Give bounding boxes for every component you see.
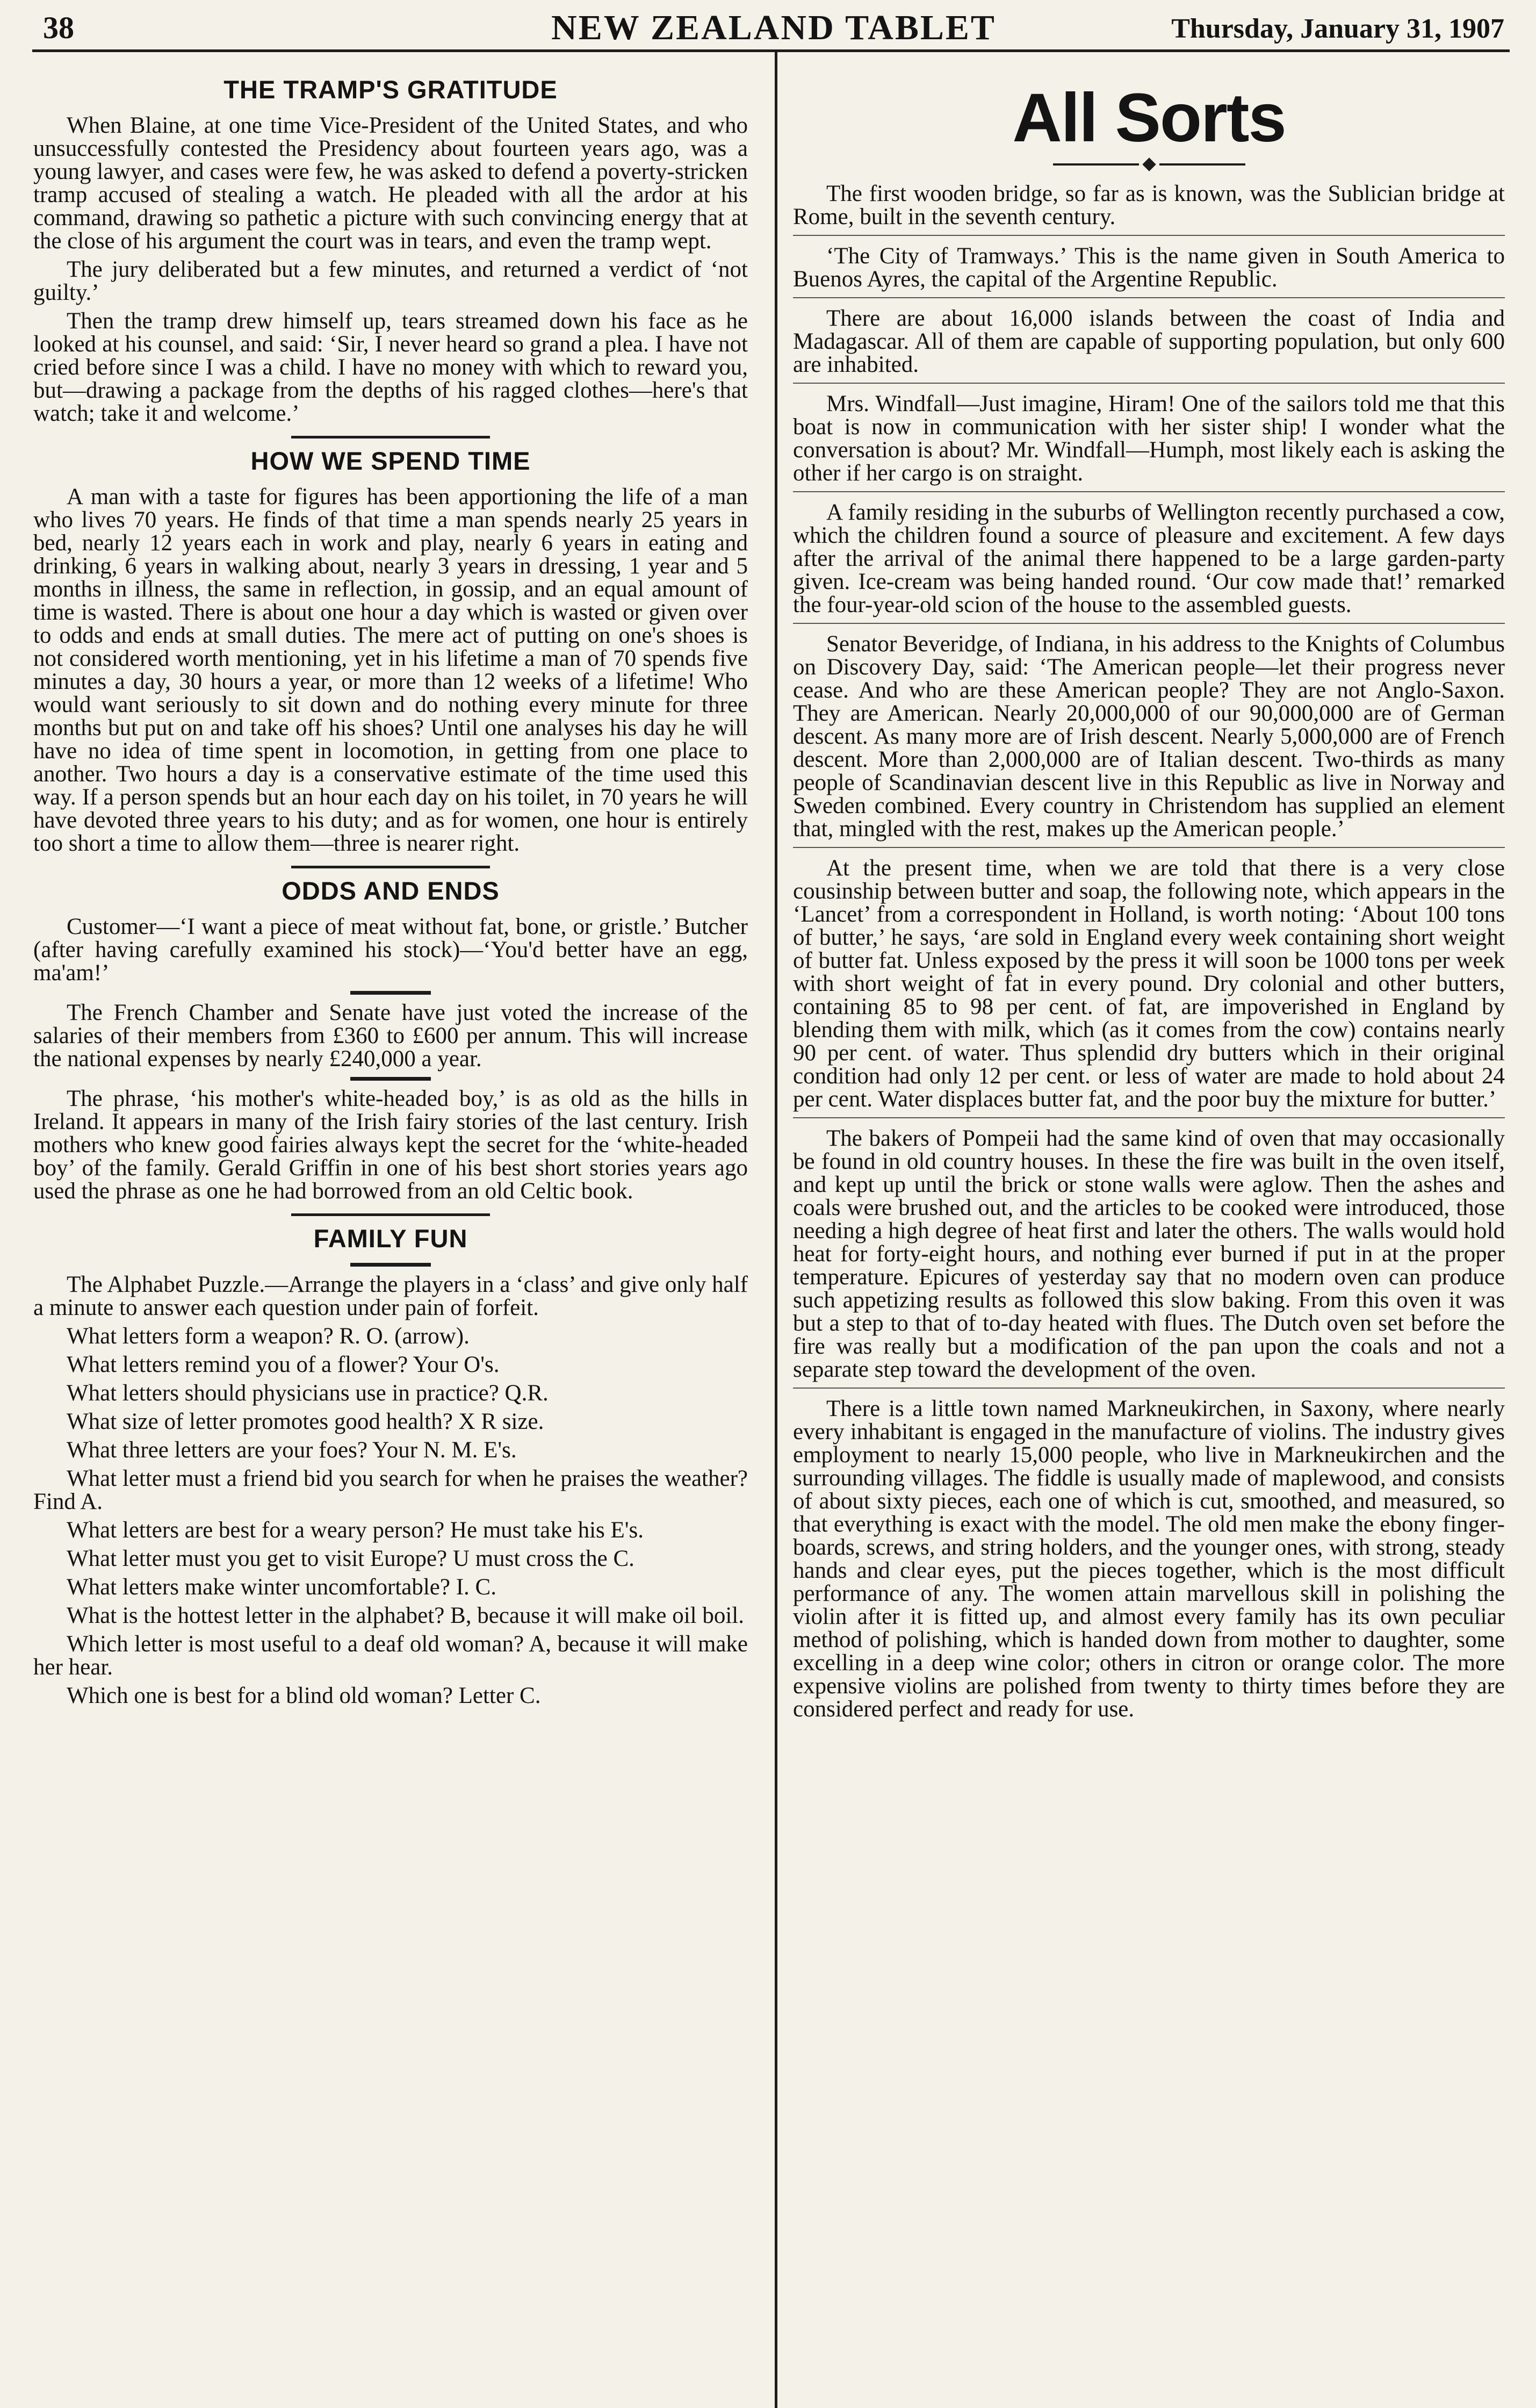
section-rule <box>291 866 490 868</box>
column-divider <box>775 52 777 2408</box>
news-item: The first wooden bridge, so far as is known, was the Sublician bridge at Rome, built in the seventh century. <box>793 182 1505 236</box>
riddle: What letters should physicians use in practice? Q.R. <box>67 1381 549 1406</box>
diamond-ornament-icon <box>1142 157 1156 171</box>
item-separator <box>350 991 431 995</box>
riddle: What letters remind you of a flower? Your O's. <box>67 1352 500 1377</box>
publication-title: NEW ZEALAND TABLET <box>551 8 996 47</box>
riddle: What letters make winter uncomfortable? I. C. <box>67 1575 496 1600</box>
article-paragraph: When Blaine, at one time Vice-President of the United States, and who unsuccessfully contested the Presidency about fourteen years ago, was a young lawyer, and cases were few, he was asked to defend a poverty-stricken tramp accused of stealing a watch. He pleaded with all the ardor at his command, drawing so pathetic a picture with such convincing energy that at the close of his argument the court was in tears, and even the tramp wept. <box>33 113 748 254</box>
news-item: The bakers of Pompeii had the same kind of oven that may occasionally be found in old country houses. In these the fire was built in the oven itself, and kept up until the brick or stone walls were aglow. Then the ashes and coals were brushed out, and the articles to be cooked were introduced, those needing a high degree of heat first and later the others. The walls would hold heat for forty-eight hours, and nothing ever burned if put in at the proper temperature. Epicures of yesterday say that no modern oven can produce such appetizing results as followed this slow baking. From this oven it was but a step to that of to-day heated with flues. The Dutch oven set before the fire was really but a modification of the pan upon the coals and not a separate step toward the development of the oven. <box>793 1127 1505 1389</box>
riddle: Which one is best for a blind old woman? Letter C. <box>67 1683 541 1708</box>
article-title-time: HOW WE SPEND TIME <box>250 447 531 475</box>
riddle: What letters form a weapon? R. O. (arrow). <box>67 1324 470 1349</box>
article-paragraph: The jury deliberated but a few minutes, and returned a verdict of ‘not guilty.’ <box>33 257 748 305</box>
riddle: What letter must a friend bid you search for when he praises the weather? Find A. <box>33 1466 748 1514</box>
article-paragraph: The French Chamber and Senate have just voted the increase of the salaries of their members from £360 to £600 per annum. This will increase the national expenses by nearly £240,000 a year. <box>33 1000 748 1072</box>
riddle: Which letter is most useful to a deaf old woman? A, because it will make her hear. <box>33 1631 748 1680</box>
news-item: At the present time, when we are told that there is a very close cousinship between butter and soap, the following note, which appears in the ‘Lancet’ from a correspondent in Holland, is worth noting: ‘About 100 tons of butter,’ he says, ‘are sold in England every week containing short weight of butter fat. Unless exposed by the press it will soon be 1000 tons per week with short weight of fat in every pound. Dry colonial and other butters, containing 85 to 98 per cent. of fat, are impoverished in England by blending them with milk, which (as it comes from the cow) contains nearly 90 per cent. of water. Thus splendid dry butters which in their original condition had only 12 per cent. or less of water are made to hold about 24 per cent. Water displaces butter fat, and the poor buy the mixture for butter.’ <box>793 857 1505 1118</box>
news-item: A family residing in the suburbs of Wellington recently purchased a cow, which the children found a source of pleasure and excitement. A few days after the arrival of the animal there happened to be a large garden-party given. Ice-cream was being handed round. ‘Our cow made that!’ remarked the four-year-old scion of the house to the assembled guests. <box>793 501 1505 624</box>
news-item: Senator Beveridge, of Indiana, in his address to the Knights of Columbus on Discovery Day, said: ‘The American people—let their progress never cease. And who are these American people? They are not Anglo-Saxon. They are American. Nearly 20,000,000 of our 90,000,000 are of German descent. As many more are of Irish descent. Nearly 5,000,000 are of French descent. More than 2,000,000 are of Italian descent. Two-thirds as many people of Scandinavian descent live in this Republic as live in Norway and Sweden combined. Every country in Christendom has supplied an element that, mingled with the rest, makes up the American people.’ <box>793 632 1505 848</box>
news-item: There are about 16,000 islands between the coast of India and Madagascar. All of them are capable of supporting population, but only 600 are inhabited. <box>793 307 1505 384</box>
riddle: What letters are best for a weary person? He must take his E's. <box>67 1518 644 1543</box>
article-paragraph: Then the tramp drew himself up, tears streamed down his face as he looked at his counsel, and said: ‘Sir, I never heard so grand a plea. I have not cried before since I was a child. I have no money with which to reward you, but—drawing a package from the depths of his ragged clothes—here's that watch; take it and welcome.’ <box>33 308 748 426</box>
ornament-line <box>1053 163 1139 166</box>
article-title-odds: ODDS AND ENDS <box>282 876 500 905</box>
section-title-all-sorts: All Sorts <box>1012 80 1286 156</box>
right-column <box>793 67 1505 1726</box>
article-title-tramp: THE TRAMP'S GRATITUDE <box>223 75 558 104</box>
issue-date: Thursday, January 31, 1907 <box>1171 13 1504 44</box>
article-paragraph: Customer—‘I want a piece of meat without fat, bone, or gristle.’ Butcher (after having carefully examined his stock)—‘You'd better have an egg, ma'am!’ <box>33 914 748 986</box>
title-ornament <box>793 160 1505 169</box>
article-paragraph: The phrase, ‘his mother's white-headed boy,’ is as old as the hills in Ireland. It appears in many of the Irish fairy stories of the last century. Irish mothers who knew good fairies always kept the secret for the ‘white-headed boy’ of the family. Gerald Griffin in one of his best short stories years ago used the phrase as one he had borrowed from an old Celtic book. <box>33 1086 748 1204</box>
page-number: 38 <box>43 10 74 45</box>
item-separator <box>350 1077 431 1081</box>
puzzle-intro: The Alphabet Puzzle.—Arrange the players in a ‘class’ and give only half a minute to answer each question under pain of forfeit. <box>33 1272 748 1320</box>
riddle: What letter must you get to visit Europe? U must cross the C. <box>67 1546 634 1571</box>
news-item: There is a little town named Markneukirchen, in Saxony, where nearly every inhabitant is engaged in the manufacture of violins. The industry gives employment to nearly 15,000 people, who live in Markneukirchen and the surrounding villages. The fiddle is usually made of maplewood, and consists of about sixty pieces, each one of which is cut, smoothed, and measured, so that everything is exact with the model. The old men make the ebony finger-boards, screws, and string holders, and the younger ones, with strong, steady hands and clear eyes, put the pieces together, which is the most difficult performance of any. The women attain marvellous skill in polishing the violin after it is fitted up, and almost every family has its own peculiar method of polishing, which is handed down from mother to daughter, some excelling in a deep wine color; others in citron or orange color. The more expensive violins are polished from twenty to thirty times before they are considered perfect and ready for use. <box>793 1396 1505 1722</box>
ornament-line <box>1159 163 1245 166</box>
section-rule <box>291 436 490 439</box>
riddle: What three letters are your foes? Your N. M. E's. <box>67 1437 517 1463</box>
riddle: What size of letter promotes good health? X R size. <box>67 1409 544 1434</box>
section-rule <box>291 1213 490 1216</box>
item-separator <box>350 1263 431 1267</box>
masthead-rule <box>32 49 1510 52</box>
article-title-fun: FAMILY FUN <box>313 1224 468 1253</box>
left-column <box>33 67 748 1713</box>
riddle: What is the hottest letter in the alphabet? B, because it will make oil boil. <box>67 1603 744 1628</box>
masthead <box>43 10 1504 47</box>
news-item: ‘The City of Tramways.’ This is the name given in South America to Buenos Ayres, the capital of the Argentine Republic. <box>793 245 1505 298</box>
article-paragraph: A man with a taste for figures has been apportioning the life of a man who lives 70 years. He finds of that time a man spends nearly 25 years in bed, nearly 12 years each in work and play, nearly 6 years in eating and drinking, 6 years in walking about, nearly 3 years in dressing, 1 year and 5 months in illness, the same in reflection, in gossip, and an equal amount of time is wasted. There is about one hour a day which is wasted or given over to odds and ends at small duties. The mere act of putting on one's shoes is not considered worth mentioning, yet in his lifetime a man of 70 spends five minutes a day, 30 hours a year, or more than 12 weeks of a lifetime! Who would want seriously to sit down and do nothing every minute for three months but put on and take off his shoes? Until one analyses his day he will have no idea of time spent in locomotion, in getting from one place to another. Two hours a day is a conservative estimate of the time used this way. If a person spends but an hour each day on his toilet, in 70 years he will have devoted three years to his duty; and as for women, one hour is entirely too short a time to allow them—three is nearer right. <box>33 484 748 856</box>
news-item: Mrs. Windfall—Just imagine, Hiram! One of the sailors told me that this boat is now in communication with her sister ship! I wonder what the conversation is about? Mr. Windfall—Humph, most likely each is asking the other if her cargo is on straight. <box>793 392 1505 492</box>
